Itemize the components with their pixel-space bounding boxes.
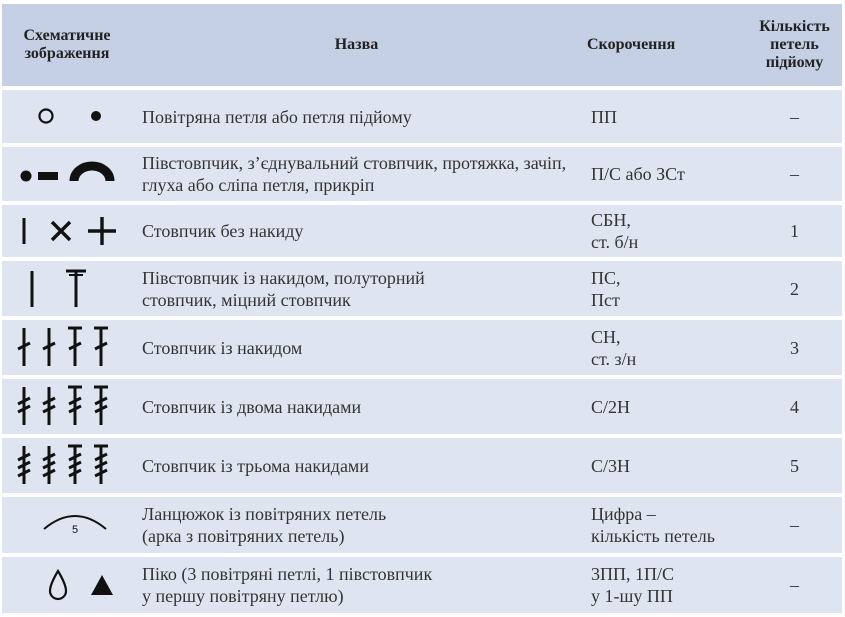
crochet-symbols-table [2, 4, 842, 617]
name-line-2: (арка з повітряних петель) [142, 526, 345, 546]
stitch-count: 4 [747, 379, 842, 438]
stitch-name: Стовпчик без накиду [132, 205, 581, 261]
header-abbr: Скорочення [581, 4, 747, 90]
symbol-cell [2, 147, 132, 205]
table-row [2, 438, 842, 497]
stitch-abbr [581, 497, 747, 557]
symbol-cell [2, 205, 132, 261]
abbr-line-1: ПС, [591, 267, 621, 288]
treble-crochet-icon [2, 379, 132, 434]
name-line-1: Ланцюжок із повітряних петель [142, 504, 387, 524]
name-line-1: Півстовпчик із накидом, полуторний [142, 267, 425, 288]
stitch-abbr: С/2Н [581, 379, 747, 438]
table-row [2, 90, 842, 147]
stitch-count: – [747, 557, 842, 617]
symbol-cell [2, 438, 132, 497]
symbol-cell [2, 90, 132, 147]
header-symbol [2, 4, 132, 90]
table-row [2, 557, 842, 617]
header-count-label: Кількість петель підйому [759, 18, 830, 71]
table-row [2, 497, 842, 557]
stitch-name: Стовпчик із накидом [132, 320, 581, 379]
name-line-2: у першу повітряну петлю) [142, 586, 344, 606]
header-name: Назва [132, 4, 581, 90]
stitch-name: Повітряна петля або петля підйому [132, 90, 581, 147]
abbr-line-2: Пст [591, 289, 620, 310]
symbol-cell [2, 379, 132, 438]
header-count [747, 4, 842, 90]
stitch-name [132, 497, 581, 557]
table-row [2, 147, 842, 205]
stitch-name: Стовпчик із трьома накидами [132, 438, 581, 497]
chain-arch-icon [2, 497, 132, 553]
abbr-line-1: Цифра – [591, 504, 656, 524]
slip-stitch-icon [2, 147, 132, 201]
stitch-abbr: П/С або ЗСт [581, 147, 747, 205]
table-row [2, 205, 842, 261]
abbr-line-1: СН, [591, 326, 621, 347]
stitch-abbr [581, 557, 747, 617]
name-line-1: Піко (3 повітряні петлі, 1 півстовпчик [142, 564, 433, 584]
symbol-cell [2, 320, 132, 379]
stitch-abbr [581, 320, 747, 379]
table-row [2, 379, 842, 438]
stitch-name [132, 557, 581, 617]
abbr-line-1: 3ПП, 1П/С [591, 564, 675, 584]
stitch-count: 1 [747, 205, 842, 261]
stitch-abbr [581, 261, 747, 320]
stitch-count: 2 [747, 261, 842, 320]
abbr-line-2: у 1-шу ПП [591, 586, 673, 606]
table-row [2, 320, 842, 379]
arch-count-label: 5 [72, 524, 79, 536]
double-treble-crochet-icon [2, 438, 132, 493]
stitch-count: – [747, 90, 842, 147]
stitch-count: – [747, 497, 842, 557]
stitch-count: – [747, 147, 842, 205]
abbr-line-2: ст. з/н [591, 348, 637, 369]
abbr-line-2: кількість петель [591, 526, 715, 546]
stitch-name: Півстовпчик, з’єднувальний стовпчик, протяжка, зачіп, глуха або сліпа петля, прикріп [132, 147, 581, 205]
table-header-row [2, 4, 842, 90]
stitch-abbr: ПП [581, 90, 747, 147]
stitch-count: 5 [747, 438, 842, 497]
symbol-cell [2, 261, 132, 320]
header-symbol-label: Схематичне зображення [23, 27, 111, 62]
abbr-line-1: СБН, [591, 210, 631, 230]
stitch-name: Стовпчик із двома накидами [132, 379, 581, 438]
table-row [2, 261, 842, 320]
single-crochet-icon [2, 205, 132, 257]
picot-icon [2, 557, 132, 613]
symbol-cell [2, 497, 132, 557]
chain-stitch-icon [2, 90, 132, 143]
stitch-abbr: С/3Н [581, 438, 747, 497]
stitch-name [132, 261, 581, 320]
half-double-crochet-icon [2, 261, 132, 316]
symbol-cell [2, 557, 132, 617]
stitch-count: 3 [747, 320, 842, 379]
stitch-abbr [581, 205, 747, 261]
name-line-2: стовпчик, міцний стовпчик [142, 289, 351, 310]
abbr-line-2: ст. б/н [591, 232, 639, 252]
double-crochet-icon [2, 320, 132, 375]
